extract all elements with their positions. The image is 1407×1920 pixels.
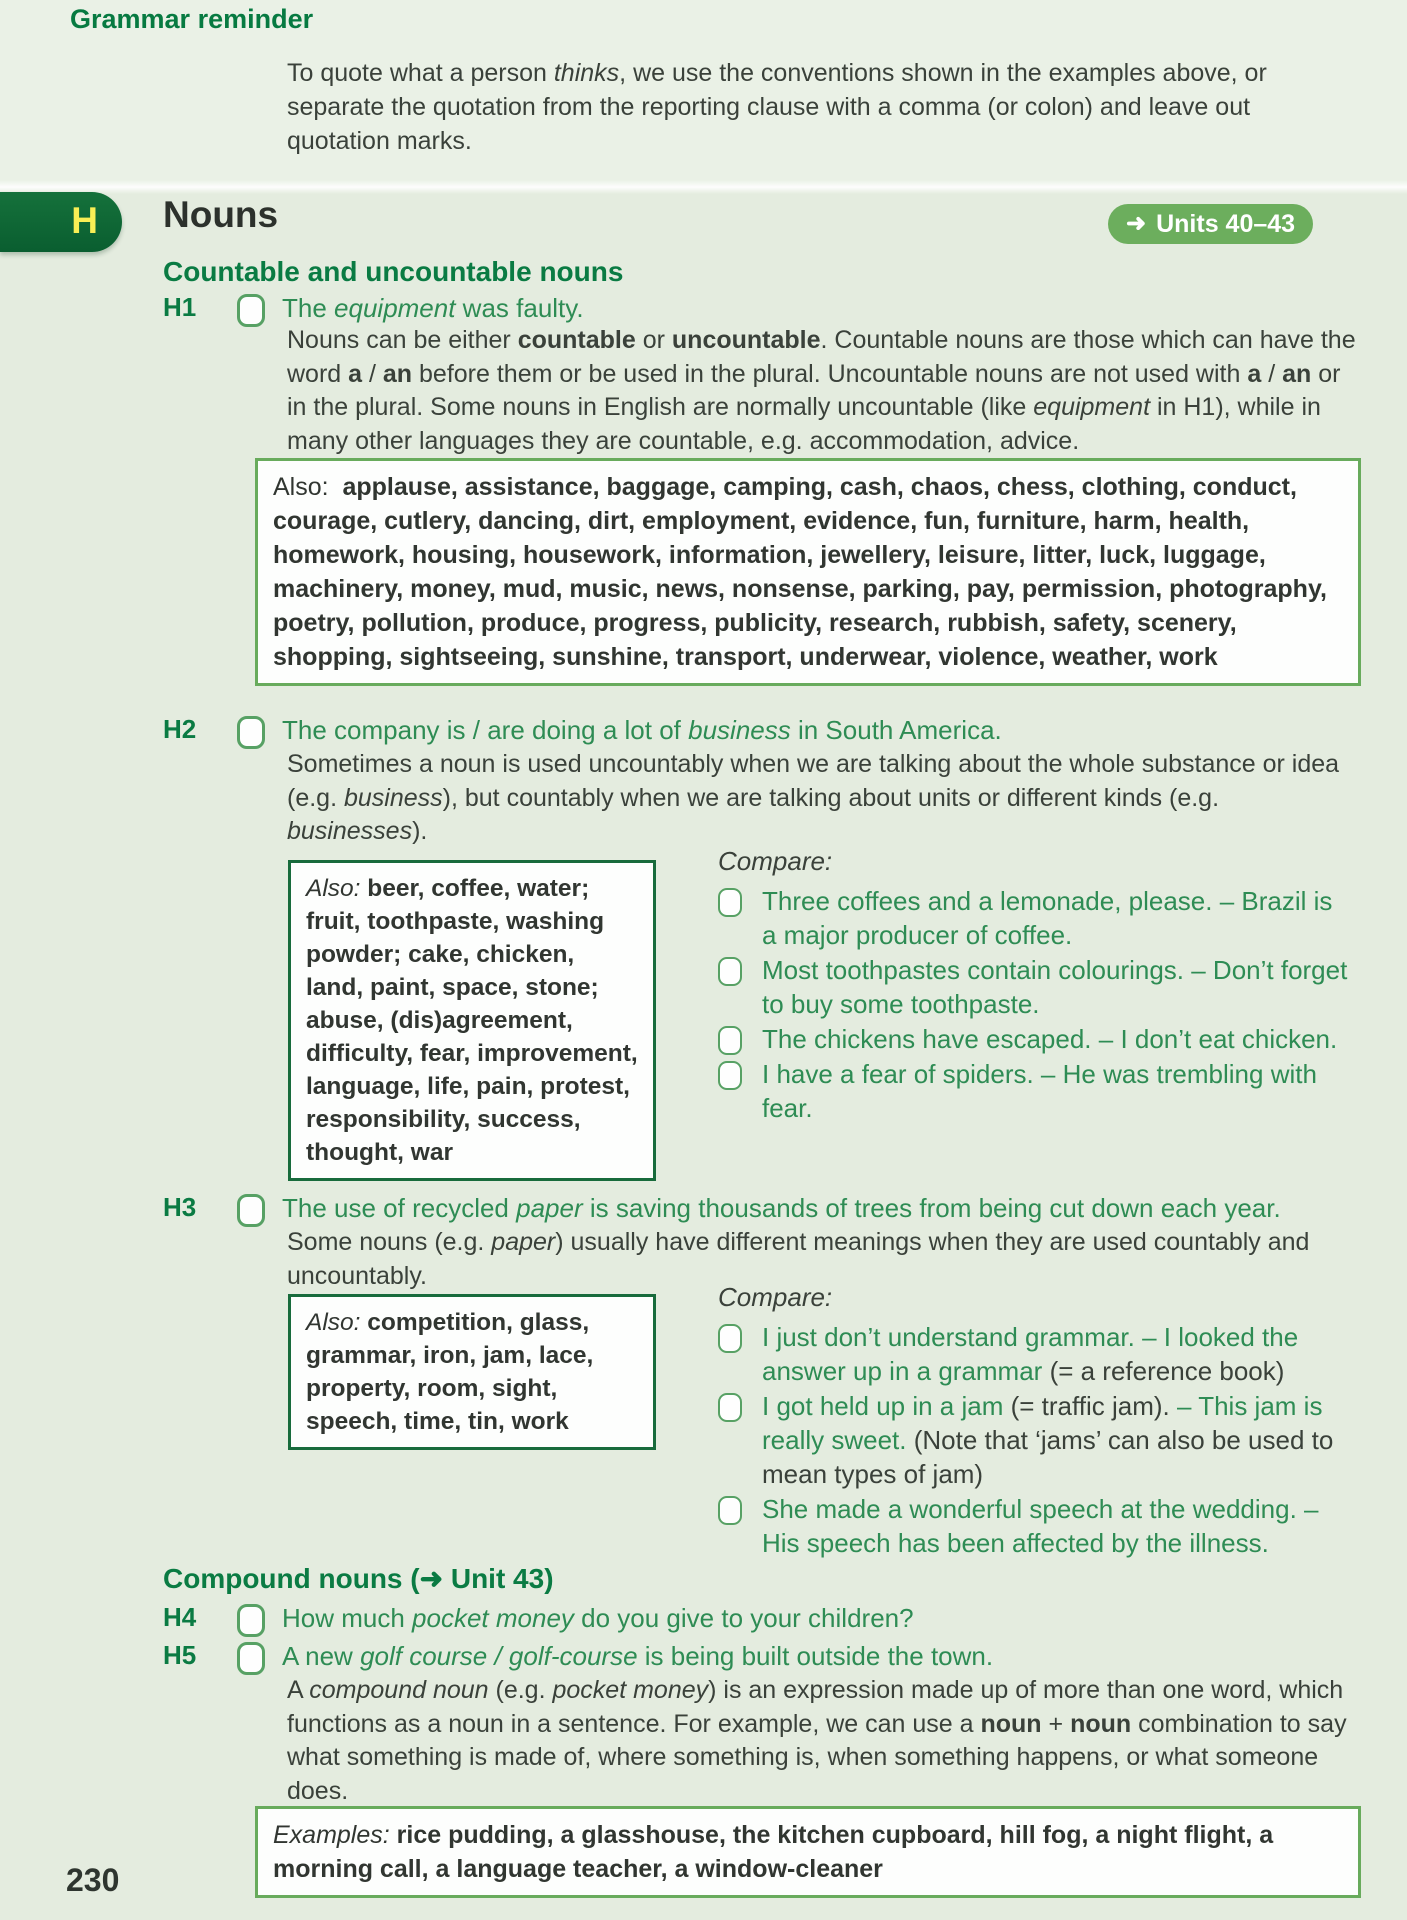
compare-item [718, 1022, 1366, 1056]
section-divider [0, 180, 1407, 194]
item-h2 [163, 714, 1352, 749]
banner-paragraph: To quote what a person thinks, we use the conventions shown in the examples above, or separate the quotation from the reporting clause with a comma (or colon) and leave out quotation marks. [287, 59, 1267, 155]
compare-label: Compare: [718, 1282, 833, 1312]
vocab-box-h2: Also: beer, coffee, water; fruit, toothpaste, washing powder; cake, chicken, land, paint, space, stone; abuse, (dis)agreement, difficulty, fear, improvement, language, life, pain, protest, responsibility, success, thought, war [288, 860, 656, 1181]
example-sentence: The use of recycled paper is saving thousands of trees from being cut down each year. [282, 1193, 1281, 1223]
item-number: H4 [163, 1602, 197, 1632]
compare-sentence: The chickens have escaped. – I don’t eat chicken. [762, 1024, 1338, 1054]
compare-sentence: I got held up in a jam (= traffic jam). – This jam is really sweet. (Note that ‘jams’ can also be used to mean types of jam) [762, 1391, 1334, 1489]
compare-item [718, 1492, 1366, 1560]
page-number: 230 [66, 1862, 120, 1898]
compare-item [718, 884, 1366, 952]
tick-box[interactable] [718, 1324, 742, 1353]
tick-box[interactable] [718, 1026, 742, 1055]
compare-block-h3 [718, 1282, 1366, 1561]
compare-label: Compare: [718, 846, 833, 876]
explanation-paragraph: Nouns can be either countable or uncountable. Countable nouns are those which can have the word a / an before them or be used in the plural. Uncountable nouns are not used with a / an or in the plural. Some nouns in English are normally uncountable (like equipment in H1), while in many other languages they are countable, e.g. accommodation, advice. [287, 326, 1356, 455]
compare-sentence: Three coffees and a lemonade, please. – Brazil is a major producer of coffee. [762, 886, 1333, 950]
compare-sentence: I have a fear of spiders. – He was trembling with fear. [762, 1059, 1317, 1123]
example-sentence: The equipment was faulty. [282, 293, 584, 323]
tick-box[interactable] [237, 1642, 265, 1675]
arrow-right-icon: ➜ [1126, 210, 1147, 237]
examples-box: Examples: rice pudding, a glasshouse, the kitchen cupboard, hill fog, a night flight, a morning call, a language teacher, a window-cleaner [255, 1806, 1361, 1898]
banner-title: Grammar reminder [70, 4, 314, 34]
item-number: H2 [163, 714, 197, 744]
tick-box[interactable] [237, 1604, 265, 1637]
tick-box[interactable] [718, 1496, 742, 1525]
tick-box[interactable] [718, 1061, 742, 1090]
compare-block-h2 [718, 846, 1366, 1126]
item-h3 [163, 1192, 1352, 1227]
section-tab-letter: H [71, 200, 98, 241]
item-number: H3 [163, 1192, 197, 1222]
item-number: H5 [163, 1640, 197, 1670]
vocab-box-h3: Also: competition, glass, grammar, iron, jam, lace, property, room, sight, speech, time, tin, work [288, 1294, 656, 1450]
tick-box[interactable] [718, 1393, 742, 1422]
explanation-paragraph: Some nouns (e.g. paper) usually have different meanings when they are used countably and uncountably. [287, 1228, 1310, 1290]
compare-sentence: Most toothpastes contain colourings. – Don’t forget to buy some toothpaste. [762, 955, 1348, 1019]
item-h5 [163, 1640, 1352, 1675]
item-h1 [163, 292, 1352, 327]
compare-item [718, 953, 1366, 1021]
example-sentence: A new golf course / golf-course is being built outside the town. [282, 1641, 994, 1671]
units-badge[interactable] [1108, 204, 1313, 244]
compare-sentence: I just don’t understand grammar. – I looked the answer up in a grammar (= a reference book) [762, 1322, 1299, 1386]
example-sentence: How much pocket money do you give to your children? [282, 1603, 914, 1633]
compare-item [718, 1389, 1366, 1491]
explanation-paragraph: A compound noun (e.g. pocket money) is an expression made up of more than one word, which functions as a noun in a sentence. For example, we can use a noun + noun combination to say what something is made of, where something is, when something happens, or what someone does. [287, 1676, 1347, 1805]
tick-box[interactable] [237, 716, 265, 749]
page-title: Nouns [163, 194, 279, 235]
example-sentence: The company is / are doing a lot of business in South America. [282, 715, 1002, 745]
subsection-title-countable: Countable and uncountable nouns [163, 256, 624, 287]
compare-item [718, 1320, 1366, 1388]
subsection-title-compound: Compound nouns (➜ Unit 43) [163, 1563, 554, 1594]
tick-box[interactable] [718, 957, 742, 986]
compare-sentence: She made a wonderful speech at the wedding. – His speech has been affected by the illness. [762, 1494, 1319, 1558]
tick-box[interactable] [718, 888, 742, 917]
vocab-box-uncountable: Also: applause, assistance, baggage, camping, cash, chaos, chess, clothing, conduct, courage, cutlery, dancing, dirt, employment, evidence, fun, furniture, harm, health, homework, housing, housework, information, jewellery, leisure, litter, luck, luggage, machinery, money, mud, music, news, nonsense, parking, pay, permission, photography, poetry, pollution, produce, progress, publicity, research, rubbish, safety, scenery, shopping, sightseeing, sunshine, transport, underwear, violence, weather, work [255, 458, 1361, 686]
item-number: H1 [163, 292, 197, 322]
explanation-paragraph: Sometimes a noun is used uncountably when we are talking about the whole substance or idea (e.g. business), but countably when we are talking about units or different kinds (e.g. businesses). [287, 750, 1340, 845]
item-h4 [163, 1602, 1352, 1637]
units-badge-label: Units 40–43 [1156, 209, 1296, 238]
compare-item [718, 1057, 1366, 1125]
tick-box[interactable] [237, 1194, 265, 1227]
section-tab-h[interactable] [0, 192, 122, 252]
tick-box[interactable] [237, 294, 265, 327]
